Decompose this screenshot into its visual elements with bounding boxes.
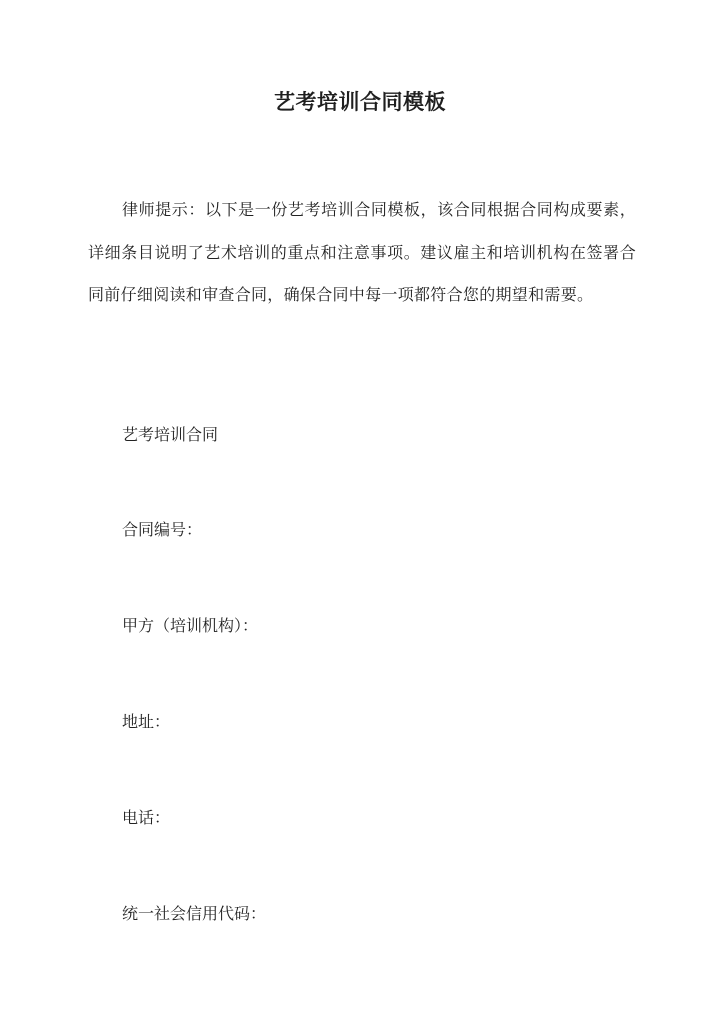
contract-number-field: 合同编号：: [122, 520, 203, 539]
credit-code-field: 统一社会信用代码：: [122, 904, 267, 923]
address-field: 地址：: [122, 712, 171, 731]
party-a-field: 甲方（培训机构）：: [122, 616, 259, 635]
document-title: 艺考培训合同模板: [274, 89, 446, 114]
lawyer-tip-paragraph: 律师提示：以下是一份艺考培训合同模板，该合同根据合同构成要素，详细条目说明了艺术培训的重点和注意事项。建议雇主和培训机构在签署合同前仔细阅读和审查合同，确保合同中每一项都符合您的期望和需要。: [88, 200, 636, 304]
phone-field: 电话：: [122, 808, 171, 827]
contract-heading: 艺考培训合同: [122, 425, 219, 444]
